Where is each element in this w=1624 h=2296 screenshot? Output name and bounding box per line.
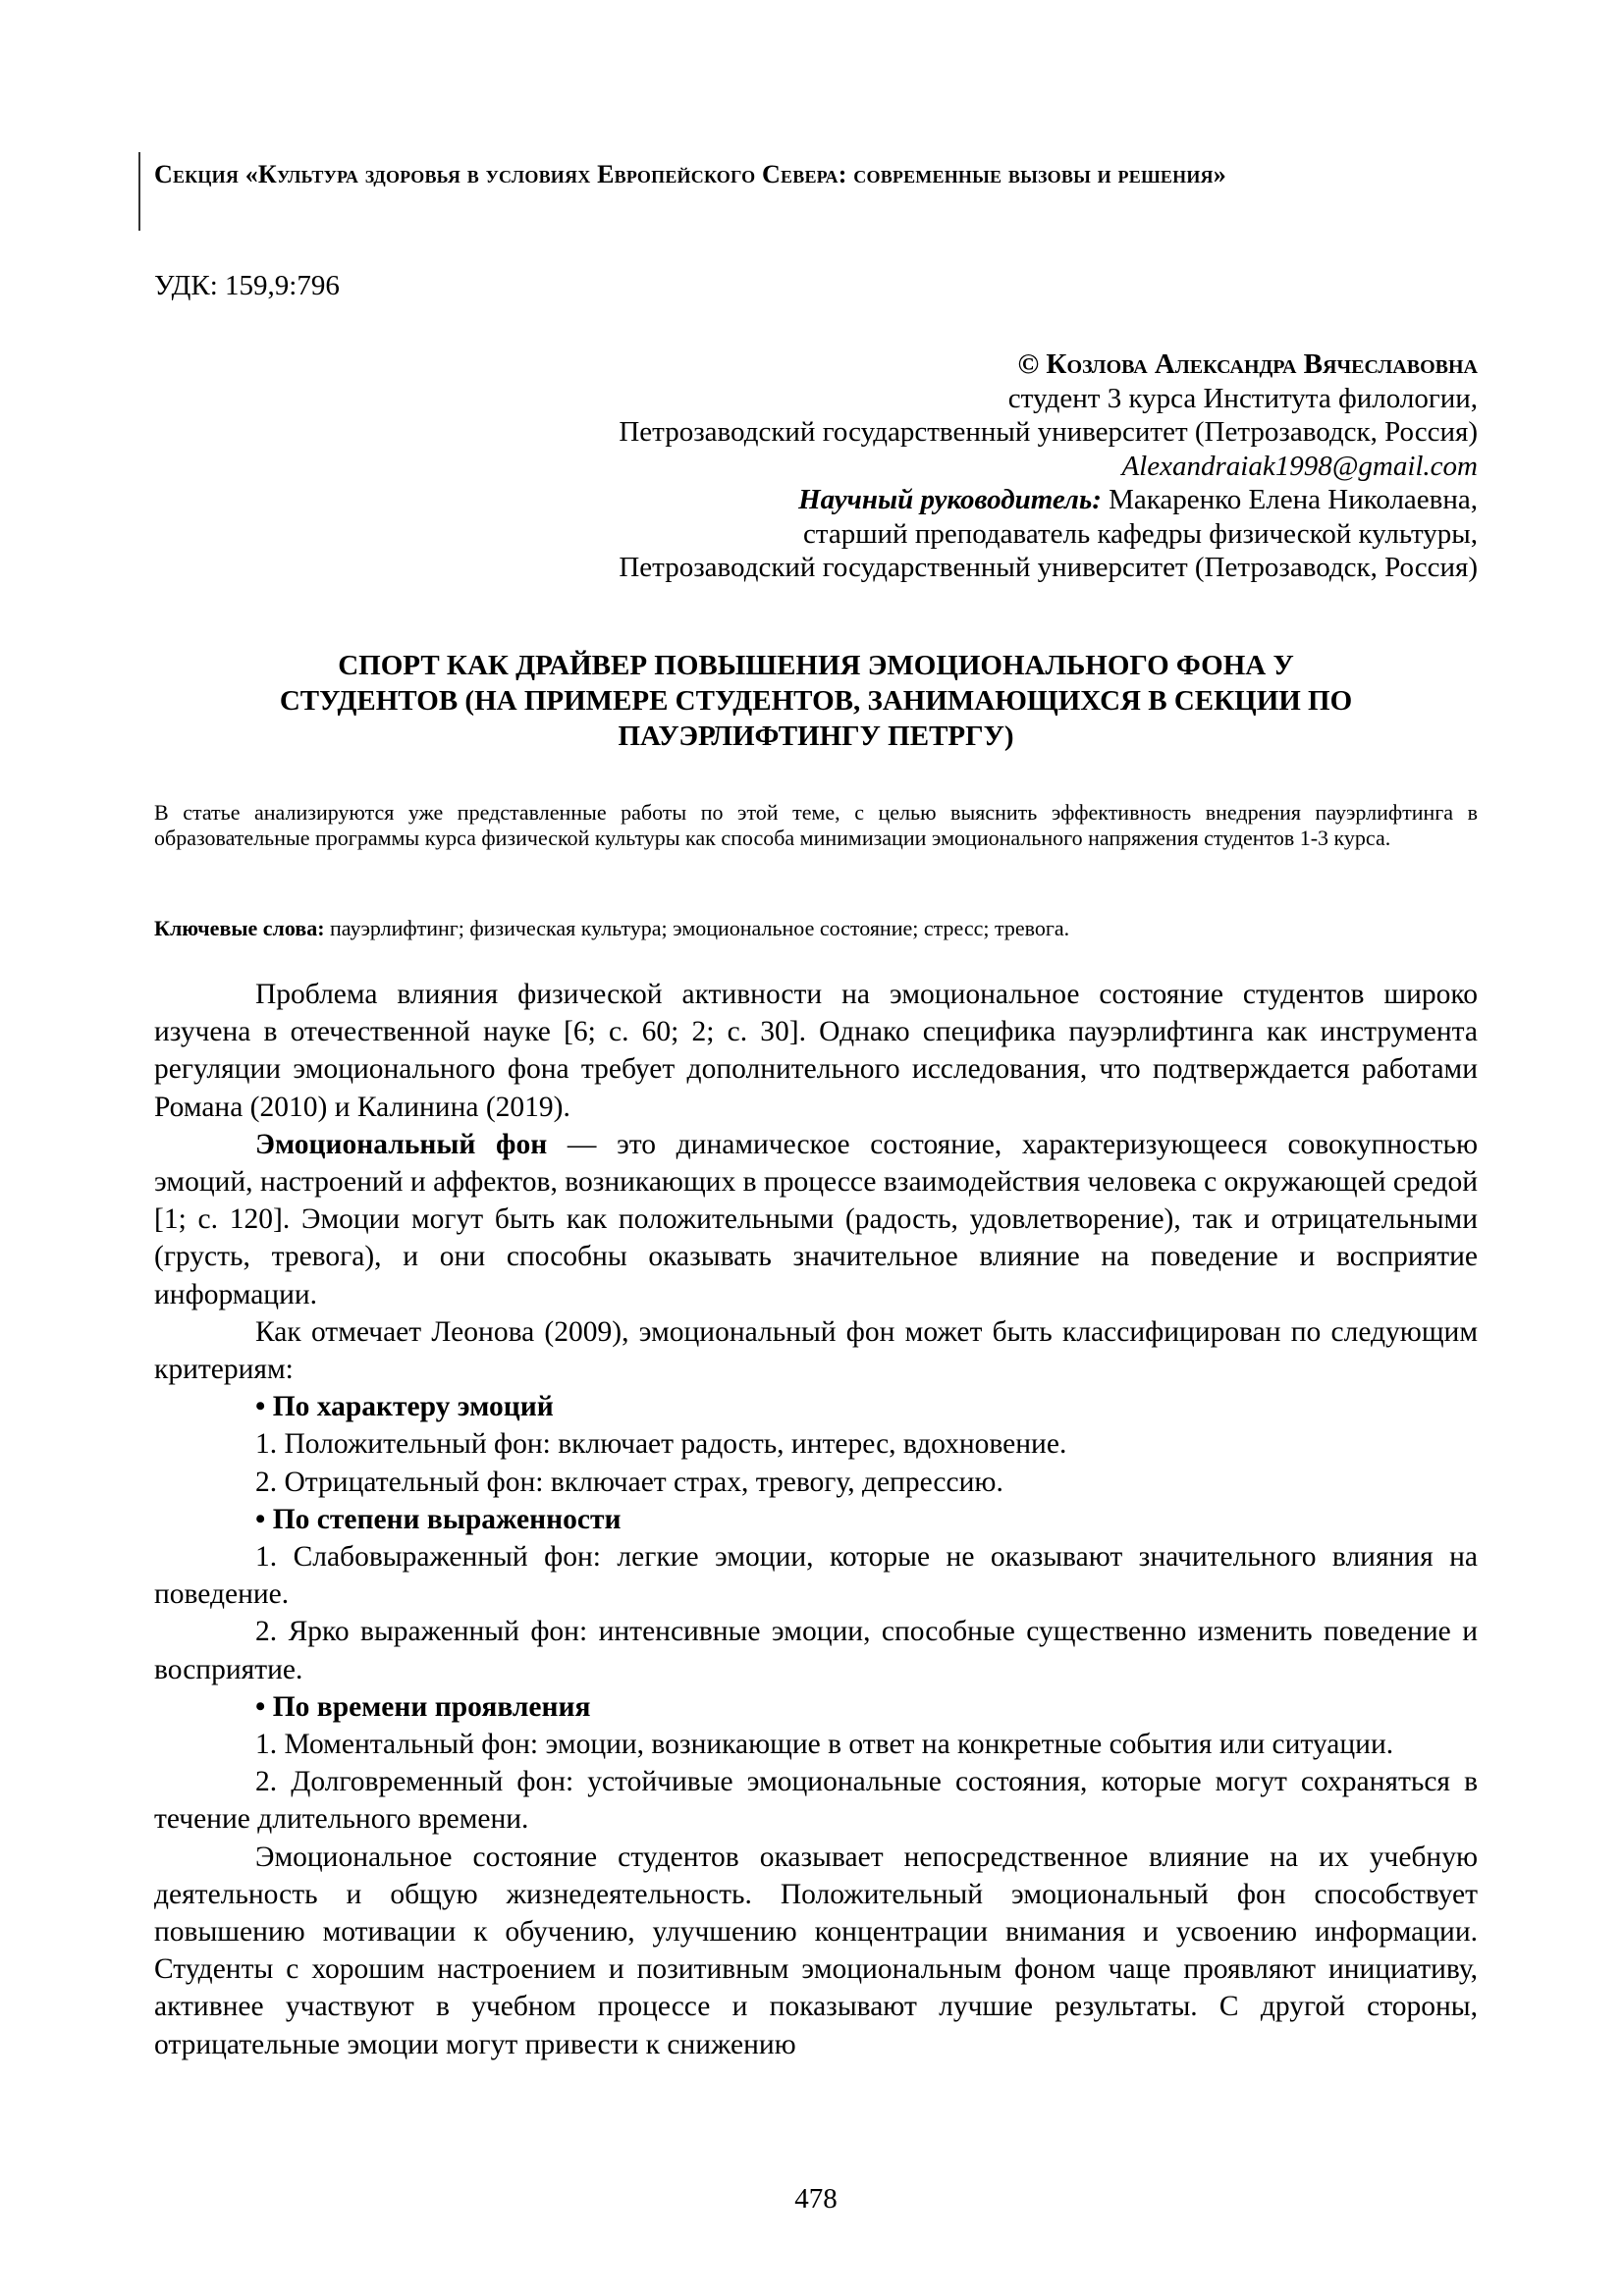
title-line: СПОРТ КАК ДРАЙВЕР ПОВЫШЕНИЯ ЭМОЦИОНАЛЬНОГО ФОНА У — [338, 650, 1294, 681]
list-item: 1. Моментальный фон: эмоции, возникающие в ответ на конкретные события или ситуации. — [255, 1729, 1394, 1761]
author-email: Alexandraiak1998@gmail.com — [1121, 450, 1478, 482]
criterion-heading — [154, 1688, 1478, 1726]
criterion-heading — [154, 1501, 1478, 1538]
list-item: 2. Долговременный фон: устойчивые эмоциональные состояния, которые могут сохраняться в течение длительного времени. — [154, 1766, 1478, 1836]
list-item: 2. Ярко выраженный фон: интенсивные эмоции, способные существенно изменить поведение и восприятие. — [154, 1616, 1478, 1685]
keywords-list: пауэрлифтинг; физическая культура; эмоциональное состояние; стресс; тревога. — [324, 916, 1070, 940]
criterion-label: По времени проявления — [272, 1690, 591, 1723]
bullet-icon: • — [255, 1391, 266, 1423]
bullet-icon: • — [255, 1503, 266, 1535]
section-header: Секция «Культура здоровья в условиях Европейского Севера: современные вызовы и решения» — [154, 160, 1226, 188]
paragraph: Как отмечает Леонова (2009), эмоциональный фон может быть классифицирован по следующим критериям: — [154, 1315, 1478, 1386]
abstract: В статье анализируются уже представленные работы по этой теме, с целью выяснить эффективность внедрения пауэрлифтинга в образовательные программы курса физической культуры как способа минимизации эмоционального напряжения студентов 1-3 курса. — [154, 800, 1478, 850]
defined-term: Эмоциональный фон — [255, 1128, 548, 1160]
list-item: 2. Отрицательный фон: включает страх, тревогу, депрессию. — [255, 1466, 1003, 1498]
body-text — [154, 976, 1478, 2063]
keywords-label: Ключевые слова: — [154, 916, 325, 940]
title-line: СТУДЕНТОВ (НА ПРИМЕРЕ СТУДЕНТОВ, ЗАНИМАЮЩИХСЯ В СЕКЦИИ ПО — [279, 685, 1353, 717]
supervisor-label: Научный руководитель: — [798, 484, 1102, 515]
article-title — [154, 648, 1478, 754]
udk-code: УДК: 159,9:796 — [154, 270, 340, 301]
keywords — [154, 916, 1478, 941]
bullet-icon: • — [255, 1690, 266, 1723]
title-line: ПАУЭРЛИФТИНГУ ПЕТРГУ) — [618, 721, 1014, 752]
criterion-heading — [154, 1388, 1478, 1425]
page-number: 478 — [794, 2183, 838, 2215]
criterion-label: По степени выраженности — [272, 1503, 622, 1535]
section-marker-bar — [138, 152, 140, 231]
author-block — [154, 347, 1478, 585]
supervisor-affiliation: Петрозаводский государственный университет (Петрозаводск, Россия) — [619, 552, 1478, 583]
author-name: © Козлова Александра Вячеславовна — [1017, 348, 1478, 380]
paragraph: Эмоциональное состояние студентов оказывает непосредственное влияние на их учебную деятельность и общую жизнедеятельность. Положительный эмоциональный фон способствует повышению мотивации к обучению, улучшению концентрации внимания и усвоению информации. Студенты с хорошим настроением и позитивным эмоциональным фоном чаще проявляют инициативу, активнее участвуют в учебном процессе и показывают лучшие результаты. С другой стороны, отрицательные эмоции могут привести к снижению — [154, 1841, 1478, 2060]
paragraph — [154, 1126, 1478, 1313]
author-affiliation: Петрозаводский государственный университет (Петрозаводск, Россия) — [619, 416, 1478, 448]
supervisor-position: старший преподаватель кафедры физической культуры, — [802, 517, 1478, 550]
definition-text: — это динамическое состояние, характеризующееся совокупностью эмоций, настроений и аффектов, возникающих в процессе взаимодействия человека с окружающей средой [1; с. 120]. Эмоции могут быть как положительными (радость, удовлетворение), так и отрицательными (грусть, тревога), и они способны оказывать значительное влияние на поведение и восприятие информации. — [154, 1128, 1478, 1310]
supervisor-name: Макаренко Елена Николаевна, — [1101, 484, 1478, 515]
author-position: студент 3 курса Института филологии, — [1007, 382, 1478, 414]
supervisor-line — [154, 483, 1478, 517]
criterion-label: По характеру эмоций — [272, 1391, 554, 1423]
list-item: 1. Положительный фон: включает радость, интерес, вдохновение. — [255, 1428, 1067, 1461]
list-item: 1. Слабовыраженный фон: легкие эмоции, которые не оказывают значительного влияния на поведение. — [154, 1541, 1478, 1611]
paragraph: Проблема влияния физической активности на эмоциональное состояние студентов широко изучена в отечественной науке [6; с. 60; 2; с. 30]. Однако специфика пауэрлифтинга как инструмента регуляции эмоционального фона требует дополнительного исследования, что подтверждается работами Романа (2010) и Калинина (2019). — [154, 979, 1478, 1123]
